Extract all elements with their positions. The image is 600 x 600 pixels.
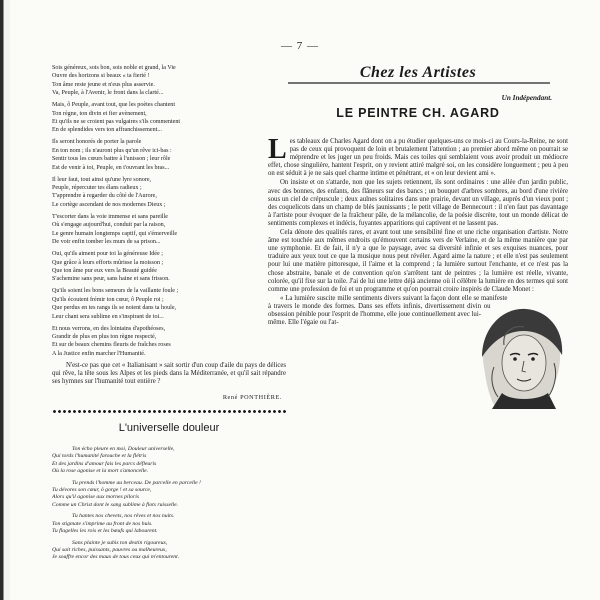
section-header-text: Chez les Artistes [359, 64, 477, 81]
sonnet-stanza [52, 480, 286, 510]
poem-stanza [52, 176, 286, 210]
sonnet-line: Tu hantes nos chevets, nos rêves et nos nuits. [72, 513, 175, 520]
section-header [268, 64, 568, 82]
poem-stanza [52, 101, 286, 135]
poem-stanza [52, 250, 286, 284]
poem-line: Qu'ils soient les bons semeurs de la vaillante foule ; [52, 288, 179, 295]
header-underline [288, 82, 550, 84]
sonnet-line: Je souffre encor des maux de tous ceux qui m'entourent. [52, 554, 180, 561]
sonnet-stanza [52, 513, 286, 535]
poem-line: En ton nom ; ils n'auront plus qu'un rêve ici-bas : [52, 147, 172, 154]
page-number: — 7 — [281, 40, 319, 52]
poem-line: Le genre humain longtemps captif, qui s'émerveille [52, 230, 178, 237]
article-paragraph: On insiste et on s'attarde, non que les sujets retiennent, ils sont ordinaires : une allée d'un jardin public, avec des bonnes, des enfants, des flâneurs sur des bancs ; un bouquet d'arbres sombres, au bord d'une rivière sous un ciel de crépuscule ; deux aulnes solitaires dans une prairie, devant un village, auprès d'un vieux pont ; des coquelicots dans un champ de blés jaunissants ; le petit village de Bennecourt : il n'en faut pas davantage à l'artiste pour évoquer de la fraîcheur pâle, de la mélancolie, de la poésie discrète, tout un monde délicat de sentiments complexes et indécis, fuyantes apparitions qui captivent et ne lassent pas. [268, 179, 568, 227]
commentary-paragraph: N'est-ce pas que cet « Italianisant » sait sortir d'un coup d'aile du pays de délices qui rêve, la tête sous les Alpes et les pieds dans la Méditerranée, et qu'il sait répandre ses hymnes sur l'humanité tout entière ? [52, 361, 286, 385]
poem-line: A la Justice enfin marcher l'Humanité. [52, 350, 146, 357]
article-subhead: Un Indépendant. [501, 94, 552, 102]
poem-line: Ton règne, ton divin et fier avènement, [52, 110, 147, 117]
sonnet-line: Où la rose agonise et la mort s'amoncelle. [52, 468, 149, 475]
poem-title: L'universelle douleur [118, 422, 220, 435]
sonnet-line: Comme un Christ dont le sang sublime à flots ruisselle. [52, 501, 179, 508]
poem-stanza [52, 64, 286, 98]
poem-line: Grandir de plus en plus ton règne respecté, [52, 333, 157, 340]
poem-line: Le cortège ascendant de nos modernes Dieux ; [52, 201, 166, 208]
paragraph-text: es tableaux de Charles Agard dont on a pu étudier quelques-uns ce mois-ci au Cours-la-Reine, ne sont pas de ceux qui provoquent de loin et brutalement l'attention ; au premier abord même on pourrait se méprendre et les juger un peu froids. Mais ces toiles qui semblaient vous avoir produit un médiocre effet, chose singulière, hantent l'esprit, on y revient attiré malgré soi, on les considère longuement ; peu à peu on est séduit à je ne sais quel charme intime et pénétrant, et « on leur devient ami ». [268, 138, 568, 178]
sonnet [52, 446, 286, 562]
poem-line: Peuple, répercuter tes élans radieux ; [52, 185, 142, 192]
poem-line: Est de venir à toi, Peuple, en t'ouvrant les bras... [52, 164, 170, 171]
poem-line: De voir enfin tomber les murs de sa prison... [52, 239, 161, 246]
article-body [268, 134, 568, 409]
article-paragraph: « La lumière suscite mille sentiments divers suivant la façon dont elle se manifeste à travers le monde des formes. Dans ses effets infinis, divertissement divin ou obsession pénible pour l'esprit de l'homme, elle joue continuellement avec lui-même. Elle l'égaie ou l'at- [268, 294, 508, 327]
drop-cap: L [268, 134, 287, 165]
poem-stanza [52, 287, 286, 321]
sonnet-line: Alors qu'il agonise aux mornes piloris [52, 494, 140, 501]
poem-line: Que grâce à leurs efforts mûrisse la moisson ; [52, 259, 164, 266]
author-signature: René PONTHIÈRE. [222, 394, 282, 402]
poem-line: Et nous verrons, en des lointains d'apothéoses, [52, 325, 166, 332]
poem-stanza [52, 325, 286, 359]
sonnet-line: Sans plainte je subis ton destin rigoureux, [72, 539, 168, 546]
poem-stanza [52, 213, 286, 247]
poem-line: Où s'engage aujourd'hui, conduit par la raison, [52, 222, 166, 229]
sonnet-line: Tu prends l'homme au berceau. De parcelle en parcelle ! [72, 479, 201, 486]
left-column [52, 64, 286, 566]
poem-line: Sois généreux, sois bon, sois noble et grand, la Vie [52, 65, 176, 71]
poem-line: T'escorter dans la voie immense et sans pareille [52, 213, 168, 220]
poem-line: T'apprendre à regarder du côté de l'Aurore, [52, 193, 157, 200]
poem-line: Ouvre des horizons si beaux « ta fierté ! [52, 73, 150, 80]
poem-line: Va, Peuple, à l'Avenir, le front dans la clarté... [52, 90, 164, 97]
article-paragraph [268, 134, 568, 178]
sonnet-stanza [52, 446, 286, 476]
dotted-divider [52, 409, 286, 414]
poem-line: Que ton âme pur eux vers la Beauté guidée [52, 267, 157, 274]
sonnet-line: Tu dévores son cœur, ô gorge ! et sa source, [52, 487, 152, 494]
poem-line: Que perdus en tes rangs ils se noient dans ta houle, [52, 305, 177, 312]
sonnet-stanza [52, 540, 286, 562]
sonnet-line: Tu flagelles les rois et les bœufs qui labourent. [52, 528, 158, 535]
poem-line: Il leur faut, tout ainsi qu'une lyre sonore, [52, 176, 152, 183]
poem-line: Et sur de beaux chemins fleuris de fraîches roses [52, 342, 171, 349]
article-headline: LE PEINTRE CH. AGARD [336, 106, 500, 120]
poem-line: Sentir tous les cœurs battre à l'unisson ; leur rôle [52, 156, 171, 163]
poem-line: S'achemine sans peur, sans haine et sans frisson. [52, 276, 170, 283]
poem [52, 64, 286, 358]
poem-line: Qu'ils écoutent frémir ton cœur, ô Peuple roi ; [52, 296, 164, 303]
sonnet-line: Ton stigmate s'imprime au front de nos huis. [52, 520, 153, 527]
article-paragraph: Cela dénote des qualités rares, et avant tout une sensibilité fine et une riche organisation d'artiste. Notre âme est touchée aux mêmes endroits qu'émouvent certains vers de Verlaine, et de la même manière que par une symphonie. Et de fait, il n'y a que le paysage, avec sa diversité infinie et ses exquises nuances, pour traduire aux yeux tout ce que la musique nous peut révéler. Agard aime la nature ; et elle n'est pas seulement pour lui une matière pittoresque, il l'aime et la comprend ; la lumière surtout l'enchante, et ce n'est pas la chose abstraite, banale et de convention qu'on s'arrêtent tant de peintres ; la lumière est réelle, vivante, colorée, qu'il fixe sur la toile. J'ai de lui une lettre déjà ancienne où il célèbre la lumière en des termes qui sont comme une profession de foi et un programme et qu'on pourrait croire inspirés de Claude Monet : [268, 229, 568, 293]
poem-line: Leur chant sera sublime en s'inspirant de toi... [52, 313, 164, 320]
poem-stanza [52, 134, 287, 172]
poem-line: Ils seront honorés de porter la parole [52, 139, 142, 146]
poem-line: En de splendides vers ton affranchissement... [52, 127, 162, 134]
poem-line: Oui, qu'ils aiment pour toi la généreuse Idée ; [52, 251, 163, 258]
poem-line: Ton âme reste jeune et n'eus plus asservie. [52, 81, 155, 88]
sonnet-line: Qui tords l'humanité farouche et la flétris [52, 453, 147, 460]
sonnet-line: Et des jardins d'amour fais les parcs défleuris [52, 460, 157, 467]
poem-line: Mais, ô Peuple, avant tout, que les poètes chantent [52, 102, 176, 109]
sonnet-line: Ton écho pleure en moi, Douleur universelle, [72, 446, 175, 453]
poem-line: Et qu'ils ne se croient pas vulgaires s'ils commentent [52, 119, 181, 126]
page-edge [0, 0, 10, 600]
sonnet-line: Qui sait riches, puissants, pauvres ou malheureux, [52, 546, 167, 553]
